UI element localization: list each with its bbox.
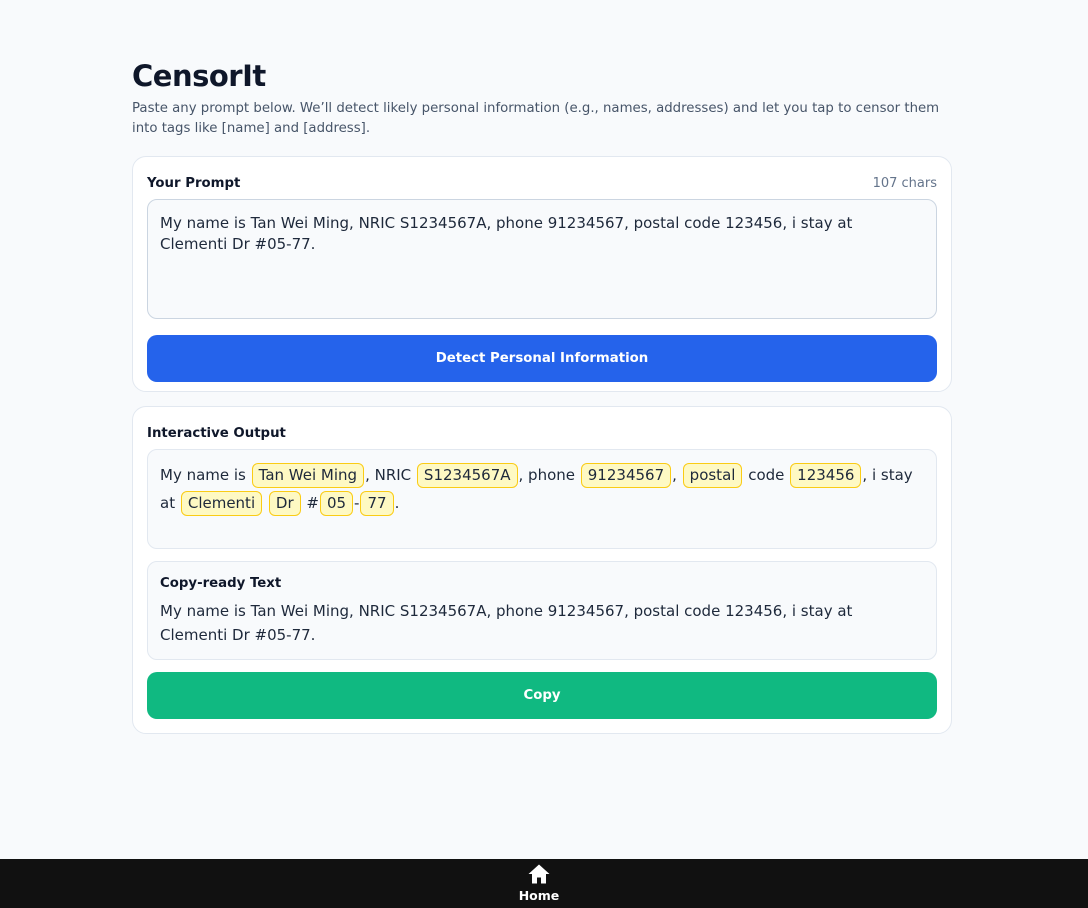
pii-chip[interactable]: S1234567A	[417, 463, 518, 488]
pii-chip[interactable]: 123456	[790, 463, 861, 488]
prompt-label: Your Prompt	[147, 176, 241, 191]
interactive-output	[147, 449, 937, 549]
output-label: Interactive Output	[147, 426, 286, 441]
output-text: , phone	[518, 466, 580, 484]
output-text: , i stay at	[160, 466, 918, 512]
output-text	[263, 494, 268, 512]
copy-ready-box	[147, 561, 937, 660]
page-title: CensorIt	[132, 59, 266, 93]
output-card	[132, 406, 952, 734]
pii-chip[interactable]: Clementi	[181, 491, 262, 516]
pii-chip[interactable]: postal	[683, 463, 743, 488]
output-text: code	[743, 466, 790, 484]
output-text: .	[394, 494, 400, 512]
output-card-header	[147, 421, 937, 441]
char-count: 107 chars	[872, 176, 937, 191]
output-text: ,	[672, 466, 682, 484]
copy-ready-text: My name is Tan Wei Ming, NRIC S1234567A, phone 91234567, postal code 123456, i stay at Clementi Dr #05-77.	[160, 602, 853, 644]
copy-button[interactable]: Copy	[147, 672, 937, 719]
home-icon	[527, 862, 551, 886]
prompt-card-header	[147, 171, 937, 191]
pii-chip[interactable]: Dr	[269, 491, 301, 516]
pii-chip[interactable]: 77	[360, 491, 393, 516]
main-container	[132, 58, 952, 703]
pii-chip[interactable]: 91234567	[581, 463, 671, 488]
copy-ready-title: Copy-ready Text	[160, 576, 282, 591]
nav-item-home[interactable]	[519, 859, 560, 908]
output-text: -	[354, 494, 360, 512]
output-text: , NRIC	[365, 466, 416, 484]
pii-chip[interactable]: 05	[320, 491, 353, 516]
page-subtitle: Paste any prompt below. We’ll detect likely personal information (e.g., names, addresses) and let you tap to censor them into tags like [name] and [address].	[132, 101, 940, 136]
prompt-card	[132, 156, 952, 392]
detect-button[interactable]: Detect Personal Information	[147, 335, 937, 382]
nav-label-home: Home	[518, 888, 560, 903]
output-text: #	[301, 494, 319, 512]
output-text: My name is	[160, 466, 251, 484]
pii-chip[interactable]: Tan Wei Ming	[252, 463, 364, 488]
bottom-nav	[0, 859, 1088, 908]
prompt-input[interactable]	[147, 199, 937, 319]
